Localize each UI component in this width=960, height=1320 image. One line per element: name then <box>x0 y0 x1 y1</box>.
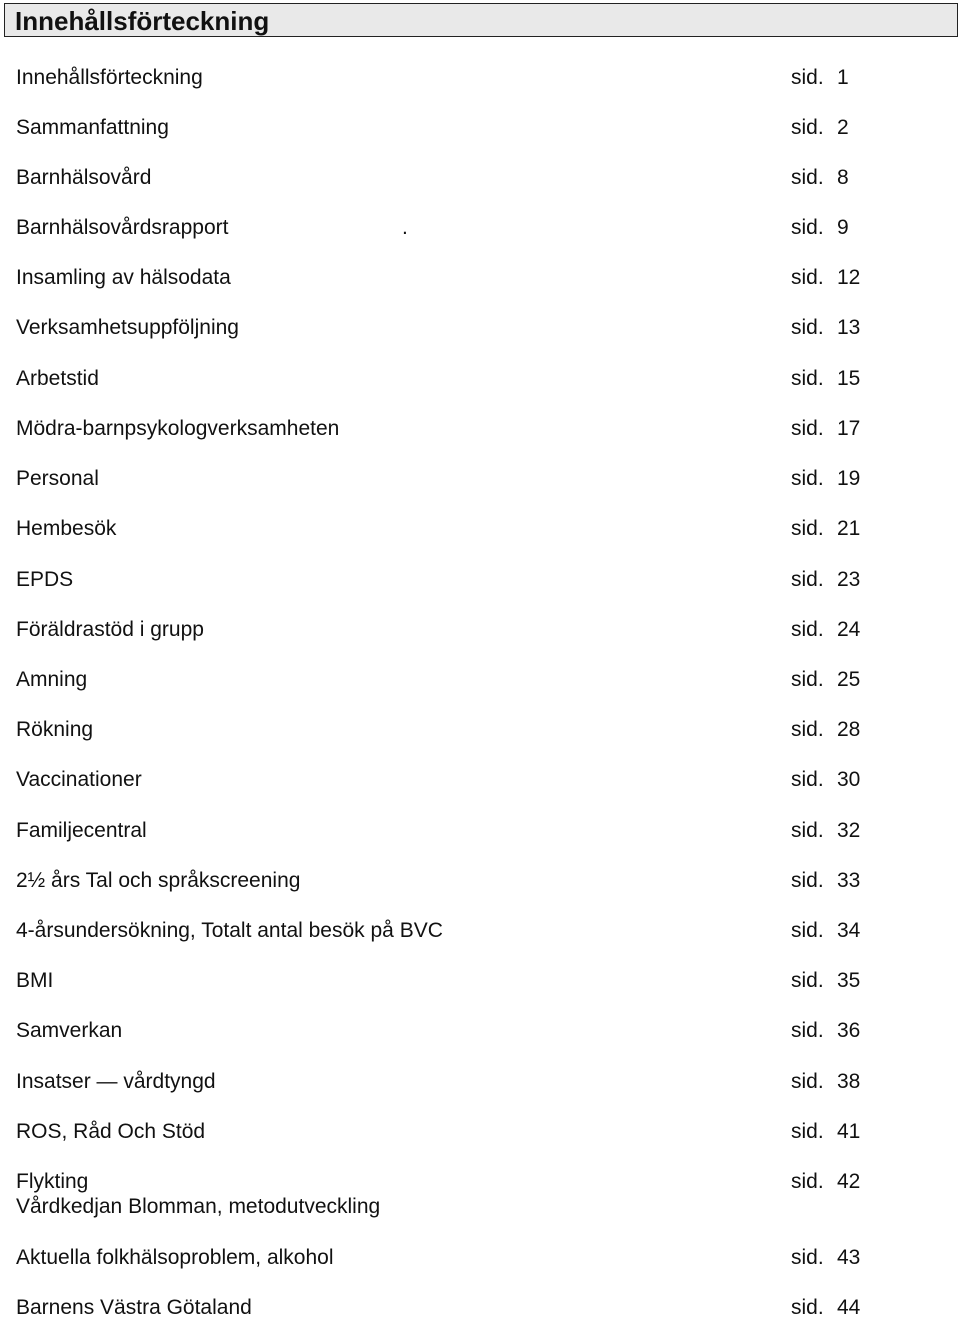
toc-entry[interactable] <box>0 668 960 692</box>
toc-page-number[interactable]: 15 <box>837 367 861 390</box>
toc-page-number[interactable]: 24 <box>837 618 861 641</box>
toc-entry-title[interactable]: Hembesök <box>16 517 117 540</box>
toc-entry[interactable] <box>0 718 960 742</box>
toc-entry-dot: . <box>402 216 408 239</box>
toc-page-prefix: sid. <box>791 1296 824 1319</box>
toc-page-number[interactable]: 13 <box>837 316 861 339</box>
toc-entry-title[interactable]: Innehållsförteckning <box>16 66 203 89</box>
toc-page-number[interactable]: 34 <box>837 919 861 942</box>
toc-page-number[interactable]: 12 <box>837 266 861 289</box>
toc-page-number[interactable]: 30 <box>837 768 861 791</box>
toc-entry[interactable] <box>0 66 960 90</box>
toc-entry[interactable] <box>0 618 960 642</box>
toc-entry-title[interactable]: Insatser — vårdtyngd <box>16 1070 216 1093</box>
toc-entry[interactable] <box>0 768 960 792</box>
toc-page-prefix: sid. <box>791 1246 824 1269</box>
toc-page-number[interactable]: 8 <box>837 166 849 189</box>
toc-entry-title[interactable]: Insamling av hälsodata <box>16 266 231 289</box>
toc-entry-title[interactable]: Rökning <box>16 718 94 741</box>
toc-entry-title[interactable]: Barnens Västra Götaland <box>16 1296 252 1319</box>
toc-entry[interactable] <box>0 1296 960 1320</box>
toc-entry[interactable] <box>0 316 960 340</box>
toc-entry[interactable] <box>0 869 960 893</box>
toc-entry-subtitle[interactable]: Vårdkedjan Blomman, metodutveckling <box>16 1195 381 1218</box>
toc-page-prefix: sid. <box>791 1019 824 1042</box>
toc-page-number[interactable]: 35 <box>837 969 861 992</box>
toc-entry[interactable] <box>0 266 960 290</box>
toc-entry-title[interactable]: Samverkan <box>16 1019 123 1042</box>
toc-page-number[interactable]: 9 <box>837 216 849 239</box>
toc-entry[interactable] <box>0 1246 960 1270</box>
toc-entry-title[interactable]: Vaccinationer <box>16 768 142 791</box>
toc-entry[interactable] <box>0 517 960 541</box>
toc-page-prefix: sid. <box>791 116 824 139</box>
toc-entry-title[interactable]: Barnhälsovårdsrapport <box>16 216 229 239</box>
toc-entry[interactable] <box>0 417 960 441</box>
toc-page-prefix: sid. <box>791 618 824 641</box>
toc-entry[interactable] <box>0 919 960 943</box>
toc-page-number[interactable]: 1 <box>837 66 849 89</box>
toc-page-number[interactable]: 2 <box>837 116 849 139</box>
toc-entry-title[interactable]: Flykting <box>16 1170 89 1193</box>
toc-page-prefix: sid. <box>791 1070 824 1093</box>
toc-entry-title[interactable]: 4-årsundersökning, Totalt antal besök på BVC <box>16 919 443 942</box>
toc-page-prefix: sid. <box>791 668 824 691</box>
toc-entry-title[interactable]: Sammanfattning <box>16 116 169 139</box>
toc-page-prefix: sid. <box>791 969 824 992</box>
toc-entry-title[interactable]: Amning <box>16 668 88 691</box>
toc-entry-title[interactable]: Föräldrastöd i grupp <box>16 618 204 641</box>
toc-page-prefix: sid. <box>791 517 824 540</box>
toc-page-prefix: sid. <box>791 1120 824 1143</box>
toc-entry-title[interactable]: Personal <box>16 467 99 490</box>
toc-entry[interactable] <box>0 116 960 140</box>
toc-entry[interactable] <box>0 367 960 391</box>
toc-entry-title[interactable]: Arbetstid <box>16 367 99 390</box>
toc-page-number[interactable]: 41 <box>837 1120 861 1143</box>
toc-entry-title[interactable]: Mödra-barnpsykologverksamheten <box>16 417 340 440</box>
toc-entry[interactable] <box>0 568 960 592</box>
toc-entry-title[interactable]: 2½ års Tal och språkscreening <box>16 869 301 892</box>
toc-page-prefix: sid. <box>791 869 824 892</box>
toc-page-number[interactable]: 17 <box>837 417 861 440</box>
toc-page-prefix: sid. <box>791 316 824 339</box>
toc-entry[interactable] <box>0 1170 960 1218</box>
toc-page-prefix: sid. <box>791 166 824 189</box>
toc-entry-title[interactable]: Familjecentral <box>16 819 147 842</box>
toc-page-prefix: sid. <box>791 367 824 390</box>
toc-page-prefix: sid. <box>791 819 824 842</box>
toc-entry[interactable] <box>0 1019 960 1043</box>
toc-page-number[interactable]: 42 <box>837 1170 861 1193</box>
toc-page-number[interactable]: 33 <box>837 869 861 892</box>
toc-page-number[interactable]: 36 <box>837 1019 861 1042</box>
toc-page-number[interactable]: 43 <box>837 1246 861 1269</box>
toc-page-prefix: sid. <box>791 216 824 239</box>
toc-entry-title[interactable]: EPDS <box>16 568 74 591</box>
toc-entry-title[interactable]: BMI <box>16 969 54 992</box>
toc-entry[interactable] <box>0 1120 960 1144</box>
toc-page-prefix: sid. <box>791 568 824 591</box>
toc-page-number[interactable]: 23 <box>837 568 861 591</box>
toc-page-prefix: sid. <box>791 1170 824 1193</box>
toc-entry-title[interactable]: Aktuella folkhälsoproblem, alkohol <box>16 1246 334 1269</box>
page-title: Innehållsförteckning <box>15 6 270 36</box>
toc-page-prefix: sid. <box>791 467 824 490</box>
toc-page-prefix: sid. <box>791 66 824 89</box>
toc-entry-title[interactable]: Barnhälsovård <box>16 166 152 189</box>
toc-entry[interactable] <box>0 819 960 843</box>
toc-page-number[interactable]: 44 <box>837 1296 861 1319</box>
toc-page-number[interactable]: 28 <box>837 718 861 741</box>
toc-page-number[interactable]: 25 <box>837 668 861 691</box>
toc-page-number[interactable]: 19 <box>837 467 861 490</box>
toc-page-prefix: sid. <box>791 266 824 289</box>
toc-page-prefix: sid. <box>791 768 824 791</box>
toc-entry-title[interactable]: ROS, Råd Och Stöd <box>16 1120 206 1143</box>
toc-page-number[interactable]: 38 <box>837 1070 861 1093</box>
toc-entry-title[interactable]: Verksamhetsuppföljning <box>16 316 239 339</box>
toc-page-prefix: sid. <box>791 919 824 942</box>
toc-page-number[interactable]: 21 <box>837 517 861 540</box>
toc-entry[interactable] <box>0 166 960 190</box>
toc-entry[interactable] <box>0 467 960 491</box>
toc-page-prefix: sid. <box>791 417 824 440</box>
toc-page-number[interactable]: 32 <box>837 819 861 842</box>
toc-entry[interactable] <box>0 216 960 240</box>
toc-entry[interactable] <box>0 969 960 993</box>
toc-entry[interactable] <box>0 1070 960 1094</box>
toc-page-prefix: sid. <box>791 718 824 741</box>
